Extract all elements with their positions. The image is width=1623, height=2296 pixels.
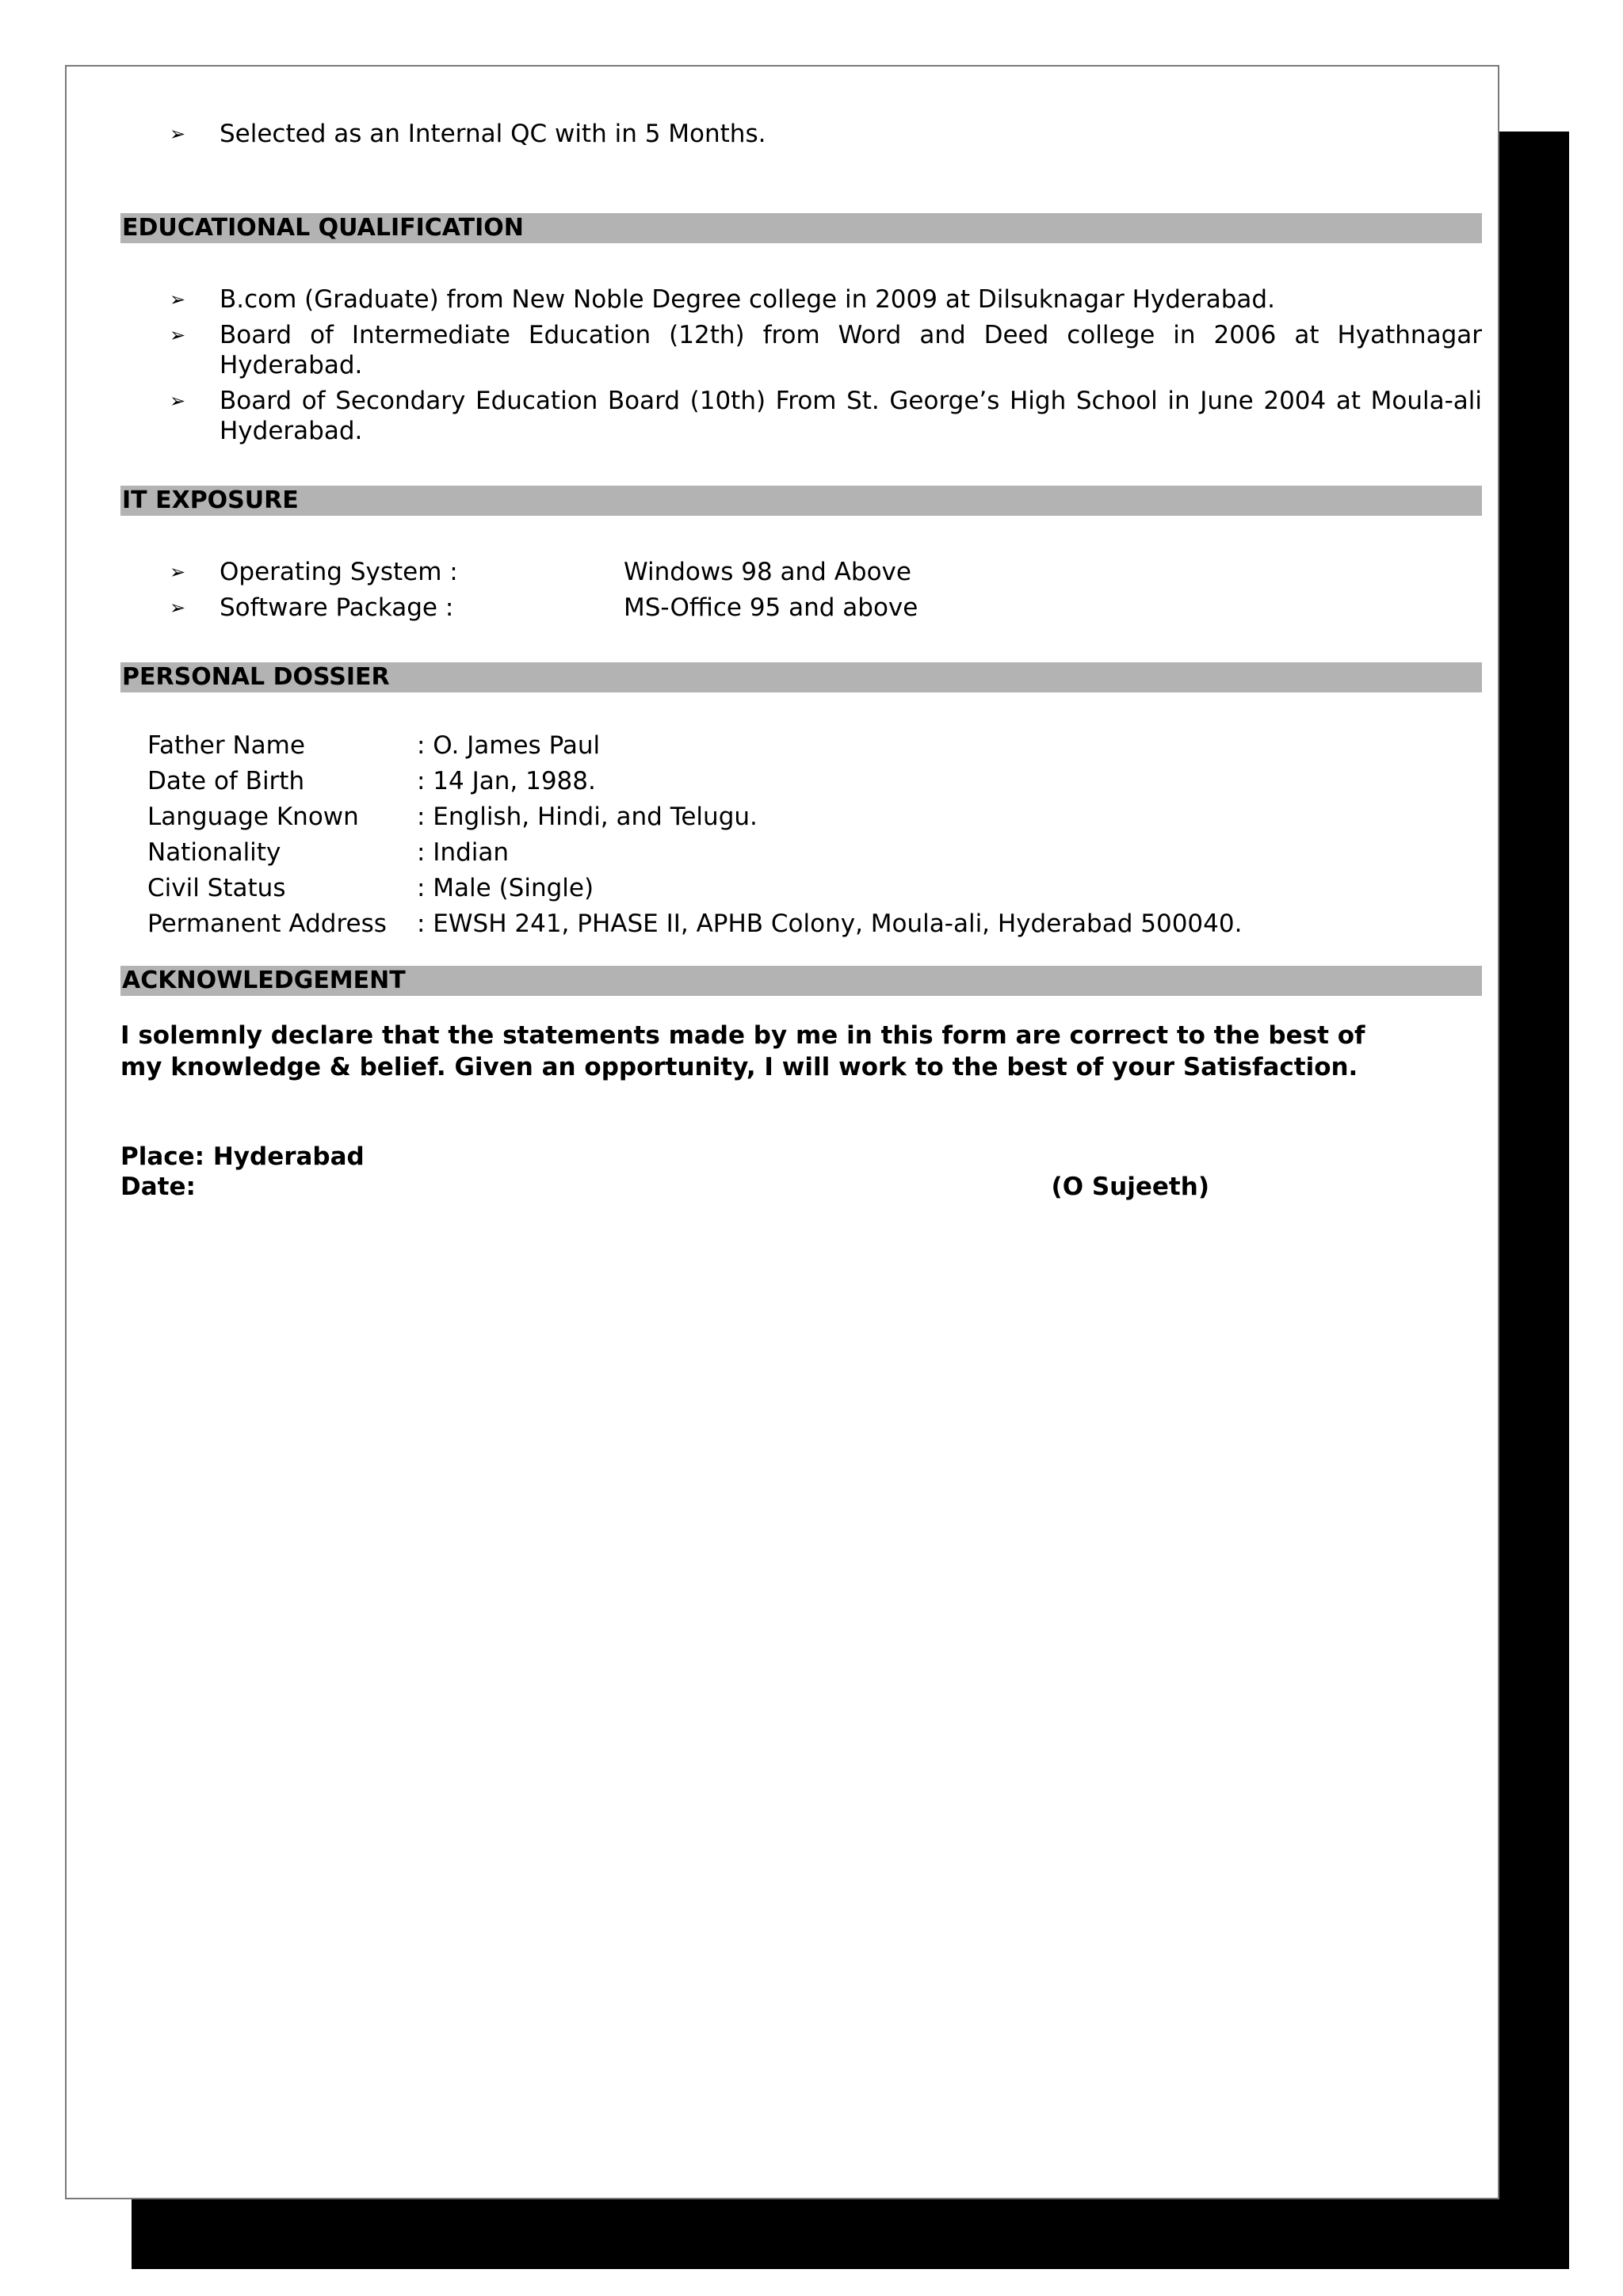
arrow-bullet-icon: ➢: [170, 123, 186, 145]
it-value: Windows 98 and Above: [624, 558, 911, 586]
personal-details: [120, 728, 1482, 942]
intro-list: [120, 119, 1482, 149]
detail-label: Civil Status: [147, 874, 286, 902]
detail-label: Permanent Address: [147, 910, 387, 938]
arrow-bullet-icon: ➢: [170, 390, 186, 412]
list-item-text: Board of Secondary Education Board (10th) From St. George’s High School in June 2004 at Moula-ali Hyderabad.: [220, 387, 1482, 445]
section-heading-acknowledgement: ACKNOWLEDGEMENT: [120, 966, 1482, 996]
arrow-bullet-icon: ➢: [170, 288, 186, 311]
it-value: MS-Office 95 and above: [624, 593, 918, 622]
it-label: Operating System :: [220, 558, 458, 586]
declaration-line: my knowledge & belief. Given an opportunity, I will work to the best of your Satisfaction.: [120, 1053, 1358, 1081]
arrow-bullet-icon: ➢: [170, 597, 186, 619]
education-list: [120, 284, 1482, 446]
detail-value: : 14 Jan, 1988.: [417, 767, 596, 795]
detail-label: Language Known: [147, 803, 359, 831]
list-item: [120, 284, 1482, 315]
list-item: [120, 386, 1482, 446]
detail-row: [147, 728, 1482, 764]
section-heading-it-exposure: IT EXPOSURE: [120, 486, 1482, 516]
list-item-text: B.com (Graduate) from New Noble Degree college in 2009 at Dilsuknagar Hyderabad.: [220, 285, 1275, 314]
date-label: Date:: [120, 1173, 196, 1201]
arrow-bullet-icon: ➢: [170, 561, 186, 583]
declaration-text: [120, 1020, 1482, 1083]
list-item: [120, 320, 1482, 380]
arrow-bullet-icon: ➢: [170, 324, 186, 346]
detail-row: [147, 906, 1482, 942]
detail-row: [147, 871, 1482, 906]
date-signature-row: [120, 1172, 1209, 1202]
list-item: [120, 557, 1482, 587]
detail-row: [147, 764, 1482, 799]
it-label: Software Package :: [220, 593, 454, 622]
detail-value: : Male (Single): [417, 874, 594, 902]
detail-value: : English, Hindi, and Telugu.: [417, 803, 758, 831]
page-content: [120, 119, 1482, 1202]
detail-row: [147, 835, 1482, 871]
resume-page: [65, 65, 1499, 2199]
declaration-line: I solemnly declare that the statements made by me in this form are correct to the best of: [120, 1021, 1365, 1050]
detail-value: : EWSH 241, PHASE II, APHB Colony, Moula-ali, Hyderabad 500040.: [417, 910, 1243, 938]
list-item: [120, 593, 1482, 623]
section-heading-personal: PERSONAL DOSSIER: [120, 662, 1482, 692]
detail-label: Father Name: [147, 731, 305, 760]
list-item: [120, 119, 1482, 149]
place-line: Place: Hyderabad: [120, 1142, 365, 1171]
detail-value: : Indian: [417, 838, 510, 867]
signature-name: (O Sujeeth): [1051, 1173, 1209, 1201]
list-item-text: Selected as an Internal QC with in 5 Months.: [220, 120, 766, 148]
detail-value: : O. James Paul: [417, 731, 601, 760]
list-item-text: Board of Intermediate Education (12th) from Word and Deed college in 2006 at Hyathnagar Hyderabad.: [220, 321, 1482, 379]
detail-label: Date of Birth: [147, 767, 305, 795]
section-heading-education: EDUCATIONAL QUALIFICATION: [120, 213, 1482, 243]
it-exposure-list: [120, 557, 1482, 623]
detail-row: [147, 799, 1482, 835]
detail-label: Nationality: [147, 838, 281, 867]
